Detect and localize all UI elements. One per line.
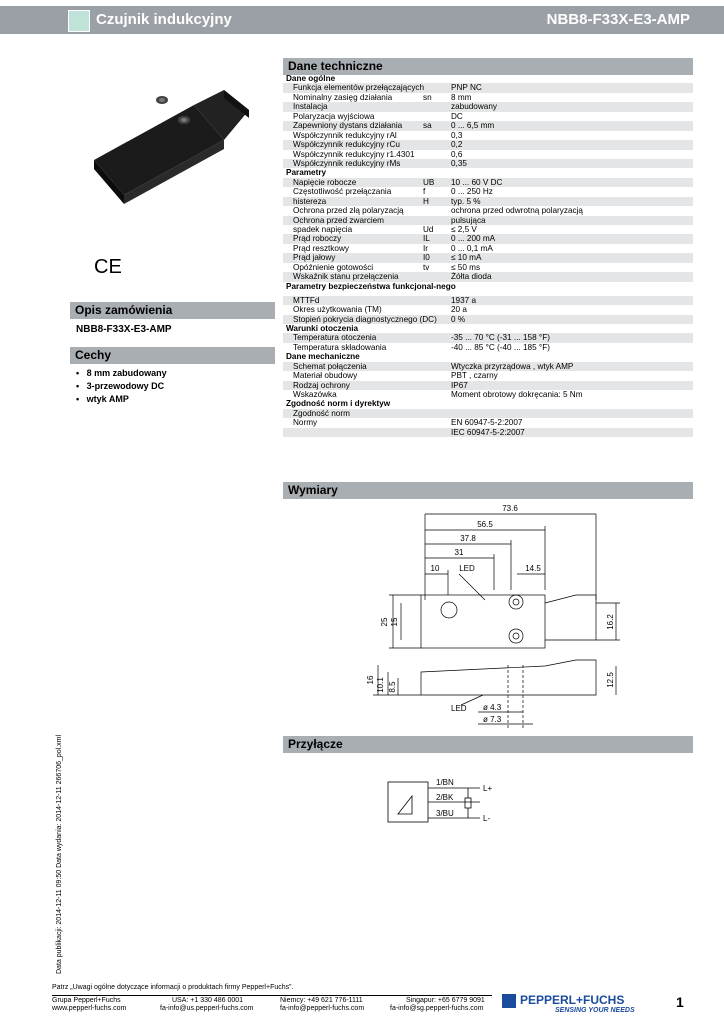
spec-value: typ. 5 % bbox=[451, 196, 481, 206]
spec-label: Ochrona przed złą polaryzacją bbox=[293, 206, 404, 216]
spec-label: Stopień pokrycia diagnostycznego (DC) bbox=[293, 314, 437, 324]
connection-diagram bbox=[380, 774, 510, 834]
spec-value: IP67 bbox=[451, 380, 468, 390]
spec-value: EN 60947-5-2:2007 bbox=[451, 418, 523, 428]
spec-label: Normy bbox=[293, 418, 318, 428]
conn-section-title: Przyłącze bbox=[283, 736, 693, 753]
spec-value: 0,6 bbox=[451, 149, 463, 159]
dim-16-2: 16.2 bbox=[606, 614, 615, 630]
spec-label: Dane ogólne bbox=[286, 74, 336, 83]
footer-note: Patrz „Uwagi ogólne dotyczące informacji o produktach firmy Pepperl+Fuchs”. bbox=[52, 984, 294, 991]
spec-group-heading bbox=[283, 282, 693, 296]
order-code: NBB8-F33X-E3-AMP bbox=[76, 324, 172, 335]
page-number: 1 bbox=[676, 994, 684, 1010]
spec-value: 20 a bbox=[451, 305, 467, 315]
spec-value: PBT , czarny bbox=[451, 371, 498, 381]
spec-label: histereza bbox=[293, 196, 327, 206]
spec-value: ≤ 2,5 V bbox=[451, 225, 477, 234]
spec-group-heading bbox=[283, 352, 693, 361]
spec-row bbox=[283, 93, 693, 102]
pin-1: 1/BN bbox=[436, 778, 454, 787]
dim-56: 56.5 bbox=[477, 520, 493, 529]
spec-row bbox=[283, 131, 693, 140]
spec-value: ochrona przed odwrotną polaryzacją bbox=[451, 206, 583, 216]
spec-label: Napięcie robocze bbox=[293, 177, 357, 187]
spec-row bbox=[283, 409, 693, 418]
features-section-title: Cechy bbox=[70, 347, 275, 364]
dimension-drawing bbox=[283, 500, 693, 730]
spec-value: ≤ 10 mA bbox=[451, 253, 482, 263]
spec-row bbox=[283, 333, 693, 342]
spec-row bbox=[283, 234, 693, 243]
spec-value: Żółta dioda bbox=[451, 272, 492, 282]
footer-col-1: Grupa Pepperl+Fuchs www.pepperl-fuchs.com bbox=[52, 997, 127, 1012]
spec-value: PNP NC bbox=[451, 83, 482, 93]
spec-label: spadek napięcia bbox=[293, 225, 353, 234]
spec-symbol: Ud bbox=[423, 225, 434, 234]
spec-row bbox=[283, 197, 693, 206]
spec-label: Wskaźnik stanu przełączenia bbox=[293, 272, 399, 282]
publication-note: Data publikacji: 2014-12-11 09:50 Data wydania: 2014-12-11 266706_pol.xml bbox=[56, 734, 63, 974]
spec-label: Warunki otoczenia bbox=[286, 323, 359, 333]
spec-label: Zgodność norm i dyrektyw bbox=[286, 399, 391, 409]
spec-label: Zgodność norm bbox=[293, 408, 350, 418]
spec-row bbox=[283, 390, 693, 399]
spec-label: Prąd resztkowy bbox=[293, 243, 349, 253]
spec-label: Rodzaj ochrony bbox=[293, 380, 350, 390]
spec-label: Wskazówka bbox=[293, 390, 337, 399]
footer-col-3: Niemcy: +49 621 776-1111 fa-info@pepperl-fuchs.com bbox=[280, 997, 365, 1012]
spec-label: Współczynnik redukcyjny r1.4301 bbox=[293, 149, 415, 159]
spec-group-heading bbox=[283, 399, 693, 408]
dim-37: 37.8 bbox=[460, 534, 476, 543]
spec-row bbox=[283, 187, 693, 196]
spec-symbol: sa bbox=[423, 121, 432, 131]
l-minus: L- bbox=[483, 814, 491, 823]
spec-value: -40 ... 85 °C (-40 ... 185 °F) bbox=[451, 342, 550, 352]
spec-row bbox=[283, 381, 693, 390]
spec-label: Schemat połączenia bbox=[293, 361, 367, 371]
spec-symbol: f bbox=[423, 187, 426, 197]
spec-symbol: H bbox=[423, 196, 429, 206]
spec-row bbox=[283, 178, 693, 187]
spec-group-heading bbox=[283, 324, 693, 333]
spec-value: Moment obrotowy dokręcania: 5 Nm bbox=[451, 390, 583, 399]
spec-label: MTTFd bbox=[293, 295, 320, 305]
dim-15: 15 bbox=[390, 617, 399, 627]
spec-label: Temperatura składowania bbox=[293, 342, 387, 352]
led-label: LED bbox=[459, 564, 475, 573]
spec-value: 0,2 bbox=[451, 140, 463, 150]
dim-25: 25 bbox=[380, 617, 389, 627]
spec-symbol: IL bbox=[423, 234, 430, 244]
spec-row bbox=[283, 112, 693, 121]
dim-10-1: 10.1 bbox=[376, 677, 385, 693]
spec-label: Ochrona przed zwarciem bbox=[293, 215, 385, 225]
spec-label: Temperatura otoczenia bbox=[293, 333, 377, 343]
spec-value: zabudowany bbox=[451, 102, 497, 112]
spec-row bbox=[283, 140, 693, 149]
dim-14: 14.5 bbox=[525, 564, 541, 573]
spec-label: Współczynnik redukcyjny rMs bbox=[293, 158, 401, 168]
spec-symbol: tv bbox=[423, 262, 430, 272]
brand-name: PEPPERL+FUCHS bbox=[520, 993, 625, 1007]
product-code: NBB8-F33X-E3-AMP bbox=[546, 11, 690, 28]
spec-label: Instalacja bbox=[293, 102, 328, 112]
l-plus: L+ bbox=[483, 784, 493, 793]
spec-row bbox=[283, 216, 693, 225]
spec-label: Dane mechaniczne bbox=[286, 352, 360, 362]
spec-value: Wtyczka przyrządowa , wtyk AMP bbox=[451, 361, 574, 371]
spec-label: Polaryzacja wyjściowa bbox=[293, 111, 375, 121]
spec-row bbox=[283, 418, 693, 427]
spec-row bbox=[283, 159, 693, 168]
spec-value: ≤ 50 ms bbox=[451, 262, 481, 272]
led-label-2: LED bbox=[451, 704, 467, 713]
spec-label: Materiał obudowy bbox=[293, 371, 358, 381]
spec-value: DC bbox=[451, 111, 463, 121]
dim-8-5: 8.5 bbox=[388, 681, 397, 693]
spec-group-heading bbox=[283, 168, 693, 177]
spec-symbol: UB bbox=[423, 177, 435, 187]
spec-value: 1937 a bbox=[451, 295, 477, 305]
feature-item: • wtyk AMP bbox=[76, 394, 129, 404]
feature-item: • 3-przewodowy DC bbox=[76, 381, 165, 391]
dim-12-5: 12.5 bbox=[606, 672, 615, 688]
spec-row bbox=[283, 428, 693, 437]
spec-row bbox=[283, 253, 693, 262]
spec-row bbox=[283, 244, 693, 253]
spec-section-title: Dane techniczne bbox=[283, 58, 693, 75]
dim-total: 73.6 bbox=[502, 504, 518, 513]
spec-row bbox=[283, 296, 693, 305]
spec-label: Opóźnienie gotowości bbox=[293, 262, 374, 272]
spec-row bbox=[283, 263, 693, 272]
spec-label: Okres użytkowania (TM) bbox=[293, 305, 382, 315]
page-title: Czujnik indukcyjny bbox=[96, 11, 232, 28]
brand-slogan: SENSING YOUR NEEDS bbox=[555, 1007, 635, 1014]
spec-label: Funkcja elementów przełączających bbox=[293, 83, 425, 93]
spec-row bbox=[283, 225, 693, 234]
spec-row bbox=[283, 305, 693, 314]
spec-value: 0,35 bbox=[451, 158, 467, 168]
spec-row bbox=[283, 150, 693, 159]
spec-label: Prąd jałowy bbox=[293, 253, 336, 263]
spec-value: IEC 60947-5-2:2007 bbox=[451, 427, 525, 437]
spec-label: Prąd roboczy bbox=[293, 234, 342, 244]
spec-row bbox=[283, 343, 693, 352]
feature-item: • 8 mm zabudowany bbox=[76, 368, 167, 378]
spec-row bbox=[283, 206, 693, 215]
spec-value: 0 ... 0,1 mA bbox=[451, 243, 493, 253]
dim-4-3: ø 4.3 bbox=[483, 703, 502, 712]
spec-label: Częstotliwość przełączania bbox=[293, 187, 392, 197]
dim-10: 10 bbox=[430, 564, 440, 573]
spec-value: pulsująca bbox=[451, 215, 486, 225]
spec-label: Współczynnik redukcyjny rCu bbox=[293, 140, 400, 150]
spec-value: 0 ... 200 mA bbox=[451, 234, 496, 244]
footer-divider bbox=[52, 995, 492, 996]
spec-value: 0 % bbox=[451, 314, 466, 324]
spec-symbol: sn bbox=[423, 92, 432, 102]
header-square-icon bbox=[68, 10, 90, 32]
spec-value: 0,3 bbox=[451, 130, 463, 140]
spec-row bbox=[283, 315, 693, 324]
dims-section-title: Wymiary bbox=[283, 482, 693, 499]
spec-symbol: Ir bbox=[423, 243, 429, 253]
brand-logo-icon bbox=[502, 994, 516, 1008]
spec-row bbox=[283, 121, 693, 130]
order-section-title: Opis zamówienia bbox=[70, 302, 275, 319]
ce-mark: CE bbox=[94, 256, 122, 278]
spec-value: 8 mm bbox=[451, 92, 472, 102]
spec-value: 0 ... 6,5 mm bbox=[451, 121, 495, 131]
spec-row bbox=[283, 83, 693, 92]
spec-row bbox=[283, 272, 693, 281]
spec-label: Nominalny zasięg działania bbox=[293, 92, 393, 102]
spec-table bbox=[283, 74, 693, 437]
spec-value: 10 ... 60 V DC bbox=[451, 177, 503, 187]
spec-value: -35 ... 70 °C (-31 ... 158 °F) bbox=[451, 333, 550, 343]
page-header bbox=[0, 6, 724, 34]
dim-7-3: ø 7.3 bbox=[483, 715, 502, 724]
spec-label: Parametry bbox=[286, 168, 327, 178]
pin-3: 3/BU bbox=[436, 809, 454, 818]
spec-row bbox=[283, 102, 693, 111]
dim-31: 31 bbox=[454, 548, 464, 557]
pin-2: 2/BK bbox=[436, 793, 454, 802]
spec-row bbox=[283, 371, 693, 380]
footer-col-4: Singapur: +65 6779 9091 fa-info@sg.pepperl-fuchs.com bbox=[390, 997, 485, 1012]
spec-group-heading bbox=[283, 74, 693, 83]
product-photo bbox=[84, 70, 264, 210]
footer-col-2: USA: +1 330 486 0001 fa-info@us.pepperl-fuchs.com bbox=[160, 997, 254, 1012]
spec-label: Współczynnik redukcyjny rAl bbox=[293, 130, 397, 140]
spec-symbol: I0 bbox=[423, 253, 430, 263]
spec-label: Zapewniony dystans działania bbox=[293, 121, 403, 131]
spec-value: 0 ... 250 Hz bbox=[451, 187, 493, 197]
spec-row bbox=[283, 362, 693, 371]
dim-16: 16 bbox=[366, 675, 375, 685]
spec-label: Parametry bezpieczeństwa funkcjonal-nego bbox=[286, 281, 456, 291]
